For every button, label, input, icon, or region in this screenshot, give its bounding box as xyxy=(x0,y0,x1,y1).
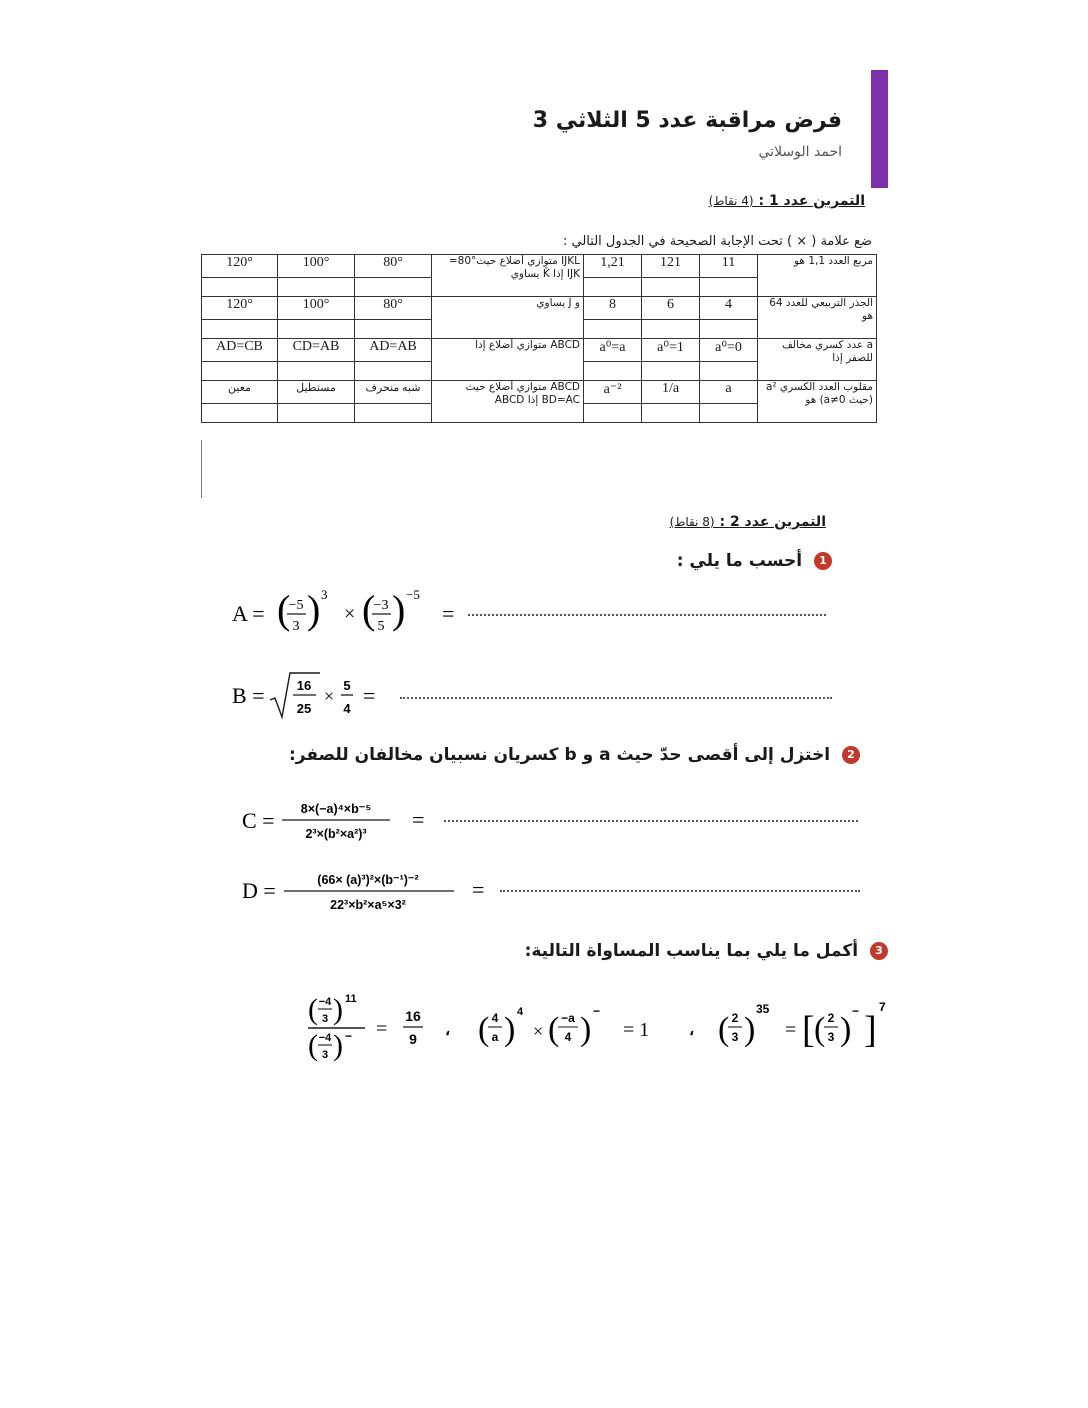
option-cell[interactable]: 100° xyxy=(278,297,355,320)
answer-cell[interactable] xyxy=(355,362,432,381)
frac-den: 25 xyxy=(296,701,312,716)
frac-den: 3 xyxy=(731,1030,739,1044)
expression-d xyxy=(240,860,500,920)
item-text: أحسب ما يلي : xyxy=(676,551,803,571)
table-row xyxy=(202,339,877,362)
answer-cell[interactable] xyxy=(355,404,432,423)
exponent: 35 xyxy=(756,1002,770,1016)
option-cell[interactable]: CD=AB xyxy=(278,339,355,362)
table-row xyxy=(202,255,877,278)
frac-num: −4 xyxy=(318,1032,332,1044)
answer-cell[interactable] xyxy=(278,278,355,297)
equals-sign: = xyxy=(442,601,455,626)
expression-a xyxy=(230,585,480,645)
option-cell[interactable]: 1/a xyxy=(642,381,700,404)
frac-den: 3 xyxy=(321,1049,329,1061)
question-cell: مقلوب العدد الكسري a² (حيث a≠0) هو xyxy=(758,381,877,423)
expression-b xyxy=(230,665,400,725)
question-cell: ABCD متوازي أضلاع إذا xyxy=(432,339,584,381)
answer-line-c[interactable] xyxy=(444,820,858,822)
option-cell[interactable]: 120° xyxy=(202,297,278,320)
question-cell: a عدد كسري مخالف للصفر إذا xyxy=(758,339,877,381)
frac-num: 2 xyxy=(731,1011,739,1025)
exponent: 7 xyxy=(879,1000,886,1014)
frac-den: 9 xyxy=(409,1031,417,1047)
frac-num: 5 xyxy=(343,678,351,693)
paren-close: ) xyxy=(840,1011,852,1048)
question-cell: الجذر التربيعي للعدد 64 هو xyxy=(758,297,877,339)
option-cell[interactable]: 6 xyxy=(642,297,700,320)
answer-cell[interactable] xyxy=(584,278,642,297)
frac-den: 4 xyxy=(343,701,351,716)
frac-num: 16 xyxy=(296,678,312,693)
option-cell[interactable]: 80° xyxy=(355,255,432,278)
frac-den: 3 xyxy=(321,1013,329,1025)
option-cell[interactable]: a⁰=a xyxy=(584,339,642,362)
times-sign: × xyxy=(324,686,335,706)
expr-label: B = xyxy=(232,683,265,708)
paren-close: ) xyxy=(333,1029,343,1062)
equals-sign: = xyxy=(472,877,485,902)
product-result: = 1 xyxy=(623,1019,650,1041)
answer-cell[interactable] xyxy=(584,320,642,339)
exponent: − xyxy=(345,1029,353,1043)
expression-c xyxy=(240,795,440,851)
option-cell[interactable]: 11 xyxy=(700,255,758,278)
answer-cell[interactable] xyxy=(278,362,355,381)
answer-cell[interactable] xyxy=(700,320,758,339)
times-sign: × xyxy=(344,603,356,625)
answer-line-a[interactable] xyxy=(468,614,826,616)
frac-den: 22³×b²×a⁵×3² xyxy=(330,898,406,912)
paren-close: ) xyxy=(504,1011,516,1048)
item-number: 1 xyxy=(814,552,832,570)
frac-den: 3 xyxy=(827,1030,835,1044)
equals-sign: = xyxy=(785,1019,797,1041)
expr-label: C = xyxy=(242,808,275,833)
paren-open: ( xyxy=(814,1011,826,1048)
option-cell[interactable]: a xyxy=(700,381,758,404)
paren-close: ) xyxy=(333,993,343,1026)
paren-open: ( xyxy=(718,1011,730,1048)
answer-cell[interactable] xyxy=(584,362,642,381)
paren-close: ) xyxy=(307,587,321,632)
exercise1-title: التمرين عدد 1 : xyxy=(758,193,865,209)
frac-den: 4 xyxy=(564,1030,572,1044)
option-cell[interactable]: 121 xyxy=(642,255,700,278)
item-1 xyxy=(677,551,832,571)
paren-open: ( xyxy=(308,1029,318,1062)
frac-den: 5 xyxy=(377,619,385,634)
option-cell[interactable]: 4 xyxy=(700,297,758,320)
frac-den: 3 xyxy=(292,619,300,634)
answer-cell[interactable] xyxy=(202,362,278,381)
answer-line-b[interactable] xyxy=(400,697,832,699)
item-number: 3 xyxy=(870,942,888,960)
answer-cell[interactable] xyxy=(642,278,700,297)
answer-cell[interactable] xyxy=(278,404,355,423)
option-cell[interactable]: 80° xyxy=(355,297,432,320)
answer-cell[interactable] xyxy=(642,320,700,339)
exercise2-points: (8 نقاط) xyxy=(669,515,715,529)
option-cell[interactable]: a⁻² xyxy=(584,381,642,404)
expr-label: A = xyxy=(232,601,265,626)
item-3 xyxy=(525,941,888,961)
answer-cell[interactable] xyxy=(202,278,278,297)
paren-open: ( xyxy=(478,1011,490,1048)
frac-den: a xyxy=(491,1030,499,1044)
option-cell[interactable]: 1,21 xyxy=(584,255,642,278)
exercise1-heading xyxy=(709,193,865,209)
paren-open: ( xyxy=(277,587,291,632)
frac-num: (66× (a)³)²×(b⁻¹)⁻² xyxy=(317,873,419,887)
equals-sign: = xyxy=(376,1018,388,1040)
frac-num: 8×(−a)⁴×b⁻⁵ xyxy=(300,802,372,816)
answer-cell[interactable] xyxy=(642,404,700,423)
expr-label: D = xyxy=(242,878,276,903)
bracket-open: [ xyxy=(802,1009,815,1051)
option-cell[interactable]: 8 xyxy=(584,297,642,320)
frac-num: −a xyxy=(561,1011,575,1025)
question-cell: و Ĵ يساوي xyxy=(432,297,584,339)
exercise1-instruction: ضع علامة ( × ) تحت الإجابة الصحيحة في الجدول التالي : xyxy=(563,234,872,249)
answer-cell[interactable] xyxy=(700,278,758,297)
exercise2-title: التمرين عدد 2 : xyxy=(719,514,826,530)
frac-num: −4 xyxy=(318,996,332,1008)
frac-num: 16 xyxy=(405,1008,421,1024)
exercise1-points: (4 نقاط) xyxy=(708,194,754,208)
separator: ، xyxy=(689,1022,695,1039)
paren-close: ) xyxy=(580,1011,592,1048)
item-text: اختزل إلى أقصى حدّ حيث a و b كسريان نسبيان مخالفان للصفر: xyxy=(288,745,831,765)
exponent: 3 xyxy=(321,587,328,602)
frac-den: 2³×(b²×a²)³ xyxy=(305,827,367,841)
exponent: − xyxy=(593,1004,601,1018)
frac-num: −3 xyxy=(373,598,389,613)
answer-cell[interactable] xyxy=(202,404,278,423)
option-cell[interactable]: AD=AB xyxy=(355,339,432,362)
option-cell[interactable]: مستطيل xyxy=(278,381,355,404)
table-row xyxy=(202,381,877,404)
question-cell: ABCD متوازي أضلاع حيث BD=AC إذا ABCD xyxy=(432,381,584,423)
item-text: أكمل ما يلي بما يناسب المساواة التالية: xyxy=(524,941,859,961)
exponent: 11 xyxy=(345,993,357,1005)
answer-cell[interactable] xyxy=(202,320,278,339)
frac-num: −5 xyxy=(288,598,304,613)
bracket-close: ] xyxy=(864,1009,877,1051)
author-name: احمد الوسلاتي xyxy=(758,144,842,160)
answer-line-d[interactable] xyxy=(500,890,860,892)
table-row xyxy=(202,297,877,320)
exponent: − xyxy=(852,1004,860,1018)
item-2 xyxy=(289,745,860,765)
paren-close: ) xyxy=(392,587,406,632)
accent-bar xyxy=(871,70,888,188)
exercise2-heading xyxy=(670,514,826,530)
item-number: 2 xyxy=(842,746,860,764)
equals-sign: = xyxy=(412,807,425,832)
option-cell[interactable]: معين xyxy=(202,381,278,404)
option-cell[interactable]: شبه منحرف xyxy=(355,381,432,404)
equals-sign: = xyxy=(363,683,376,708)
exponent: 4 xyxy=(517,1006,524,1018)
option-cell[interactable]: 100° xyxy=(278,255,355,278)
question-cell: IJKL متوازي أضلاع حيث°80= IJK إذا Ǩ يساوي xyxy=(432,255,584,297)
paren-open: ( xyxy=(308,993,318,1026)
option-cell[interactable]: a⁰=0 xyxy=(700,339,758,362)
frac-num: 4 xyxy=(491,1011,499,1025)
answer-cell[interactable] xyxy=(700,362,758,381)
exponent: −5 xyxy=(406,587,420,602)
table-side-line xyxy=(201,440,202,498)
question-cell: مربع العدد 1,1 هو xyxy=(758,255,877,297)
paren-open: ( xyxy=(362,587,376,632)
paren-open: ( xyxy=(548,1011,560,1048)
page-title: فرض مراقبة عدد 5 الثلاثي 3 xyxy=(532,108,842,133)
question-table xyxy=(201,254,877,423)
option-cell[interactable]: 120° xyxy=(202,255,278,278)
separator: ، xyxy=(445,1022,451,1039)
answer-cell[interactable] xyxy=(278,320,355,339)
answer-cell[interactable] xyxy=(642,362,700,381)
answer-cell[interactable] xyxy=(584,404,642,423)
option-cell[interactable]: a⁰=1 xyxy=(642,339,700,362)
answer-cell[interactable] xyxy=(700,404,758,423)
paren-close: ) xyxy=(744,1011,756,1048)
answer-cell[interactable] xyxy=(355,278,432,297)
option-cell[interactable]: AD=CB xyxy=(202,339,278,362)
completion-equalities xyxy=(305,985,895,1070)
answer-cell[interactable] xyxy=(355,320,432,339)
frac-num: 2 xyxy=(827,1011,835,1025)
times-sign: × xyxy=(533,1021,544,1041)
